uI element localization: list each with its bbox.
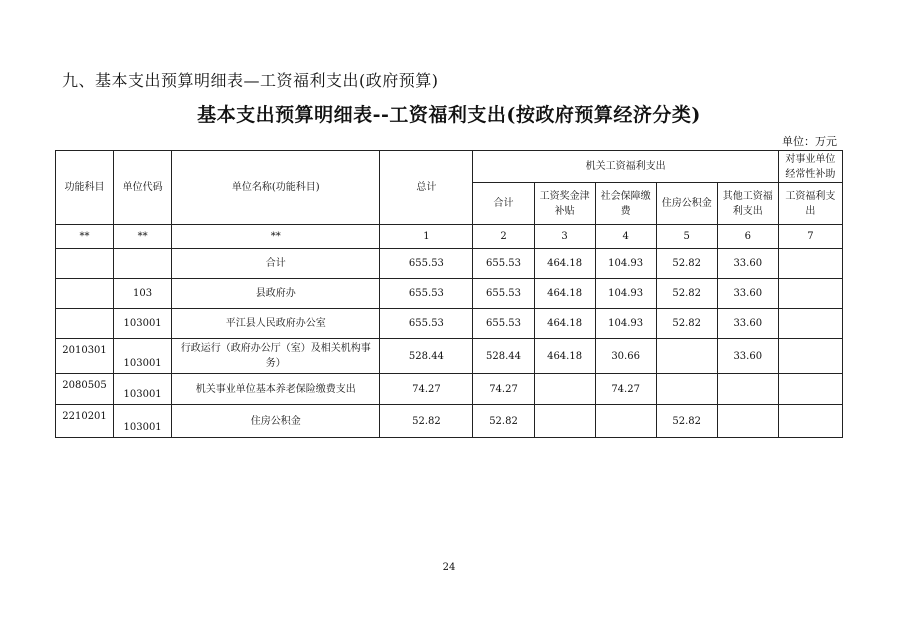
cell-social-security: 104.93 xyxy=(595,279,656,309)
index-cell: 3 xyxy=(534,225,595,249)
cell-other-wage xyxy=(717,405,778,438)
header-unit-name: 单位名称(功能科目) xyxy=(172,151,380,225)
cell-social-security: 30.66 xyxy=(595,339,656,374)
cell-unit-code: 103001 xyxy=(114,374,172,405)
cell-subsidy-wage xyxy=(778,339,842,374)
table-row xyxy=(56,279,843,309)
cell-unit-name: 县政府办 xyxy=(172,279,380,309)
index-cell: 6 xyxy=(717,225,778,249)
cell-function-subject: 2080505 xyxy=(56,374,114,405)
cell-subsidy-wage xyxy=(778,374,842,405)
cell-subsidy-wage xyxy=(778,405,842,438)
header-total: 总计 xyxy=(380,151,473,225)
cell-unit-name: 住房公积金 xyxy=(172,405,380,438)
cell-unit-name: 平江县人民政府办公室 xyxy=(172,309,380,339)
table-header xyxy=(56,151,843,249)
cell-other-wage: 33.60 xyxy=(717,249,778,279)
header-wage-bonus: 工资奖金津补贴 xyxy=(534,183,595,225)
header-housing-fund: 住房公积金 xyxy=(656,183,717,225)
cell-social-security: 74.27 xyxy=(595,374,656,405)
cell-function-subject: 2010301 xyxy=(56,339,114,374)
cell-other-wage: 33.60 xyxy=(717,279,778,309)
unit-note: 单位：万元 xyxy=(782,135,837,148)
index-cell: 5 xyxy=(656,225,717,249)
table-row xyxy=(56,374,843,405)
header-subsidy-wage: 工资福利支出 xyxy=(778,183,842,225)
header-other-wage: 其他工资福利支出 xyxy=(717,183,778,225)
cell-unit-name: 机关事业单位基本养老保险缴费支出 xyxy=(172,374,380,405)
cell-wage-bonus xyxy=(534,405,595,438)
cell-function-subject xyxy=(56,279,114,309)
index-cell: ** xyxy=(114,225,172,249)
index-cell: 4 xyxy=(595,225,656,249)
header-social-security: 社会保障缴费 xyxy=(595,183,656,225)
page-number: 24 xyxy=(442,562,456,573)
cell-social-security: 104.93 xyxy=(595,249,656,279)
cell-wage-bonus: 464.18 xyxy=(534,249,595,279)
header-function-subject: 功能科目 xyxy=(56,151,114,225)
cell-function-subject xyxy=(56,249,114,279)
index-cell: 7 xyxy=(778,225,842,249)
cell-function-subject: 2210201 xyxy=(56,405,114,438)
cell-wage-bonus: 464.18 xyxy=(534,309,595,339)
cell-total: 74.27 xyxy=(380,374,473,405)
cell-subtotal: 655.53 xyxy=(473,249,534,279)
cell-subsidy-wage xyxy=(778,309,842,339)
cell-subsidy-wage xyxy=(778,249,842,279)
cell-subtotal: 52.82 xyxy=(473,405,534,438)
header-subtotal: 合计 xyxy=(473,183,534,225)
cell-subtotal: 528.44 xyxy=(473,339,534,374)
header-unit-code: 单位代码 xyxy=(114,151,172,225)
cell-housing-fund: 52.82 xyxy=(656,249,717,279)
cell-housing-fund: 52.82 xyxy=(656,405,717,438)
cell-total: 655.53 xyxy=(380,249,473,279)
cell-wage-bonus: 464.18 xyxy=(534,339,595,374)
header-org-wage-group: 机关工资福利支出 xyxy=(473,151,778,183)
cell-unit-code xyxy=(114,249,172,279)
cell-other-wage: 33.60 xyxy=(717,339,778,374)
cell-subtotal: 74.27 xyxy=(473,374,534,405)
cell-wage-bonus xyxy=(534,374,595,405)
cell-housing-fund: 52.82 xyxy=(656,309,717,339)
table-row xyxy=(56,405,843,438)
header-subsidy-group: 对事业单位经常性补助 xyxy=(778,151,842,183)
cell-other-wage xyxy=(717,374,778,405)
cell-total: 52.82 xyxy=(380,405,473,438)
page-title: 基本支出预算明细表--工资福利支出(按政府预算经济分类) xyxy=(197,104,701,126)
cell-unit-code: 103001 xyxy=(114,309,172,339)
cell-unit-code: 103001 xyxy=(114,339,172,374)
cell-housing-fund xyxy=(656,339,717,374)
table-row xyxy=(56,339,843,374)
cell-unit-code: 103 xyxy=(114,279,172,309)
cell-social-security: 104.93 xyxy=(595,309,656,339)
cell-unit-name: 行政运行（政府办公厅（室）及相关机构事务） xyxy=(172,339,380,374)
cell-total: 655.53 xyxy=(380,279,473,309)
cell-unit-name: 合计 xyxy=(172,249,380,279)
cell-subtotal: 655.53 xyxy=(473,309,534,339)
cell-function-subject xyxy=(56,309,114,339)
section-heading: 九、基本支出预算明细表—工资福利支出(政府预算) xyxy=(62,71,439,90)
budget-table xyxy=(55,150,843,438)
cell-unit-code: 103001 xyxy=(114,405,172,438)
cell-subtotal: 655.53 xyxy=(473,279,534,309)
cell-subsidy-wage xyxy=(778,279,842,309)
table-row xyxy=(56,309,843,339)
table-row xyxy=(56,249,843,279)
index-cell: 1 xyxy=(380,225,473,249)
cell-housing-fund: 52.82 xyxy=(656,279,717,309)
cell-wage-bonus: 464.18 xyxy=(534,279,595,309)
index-row xyxy=(56,225,843,249)
cell-social-security xyxy=(595,405,656,438)
cell-total: 528.44 xyxy=(380,339,473,374)
cell-housing-fund xyxy=(656,374,717,405)
index-cell: ** xyxy=(56,225,114,249)
cell-other-wage: 33.60 xyxy=(717,309,778,339)
index-cell: ** xyxy=(172,225,380,249)
cell-total: 655.53 xyxy=(380,309,473,339)
index-cell: 2 xyxy=(473,225,534,249)
